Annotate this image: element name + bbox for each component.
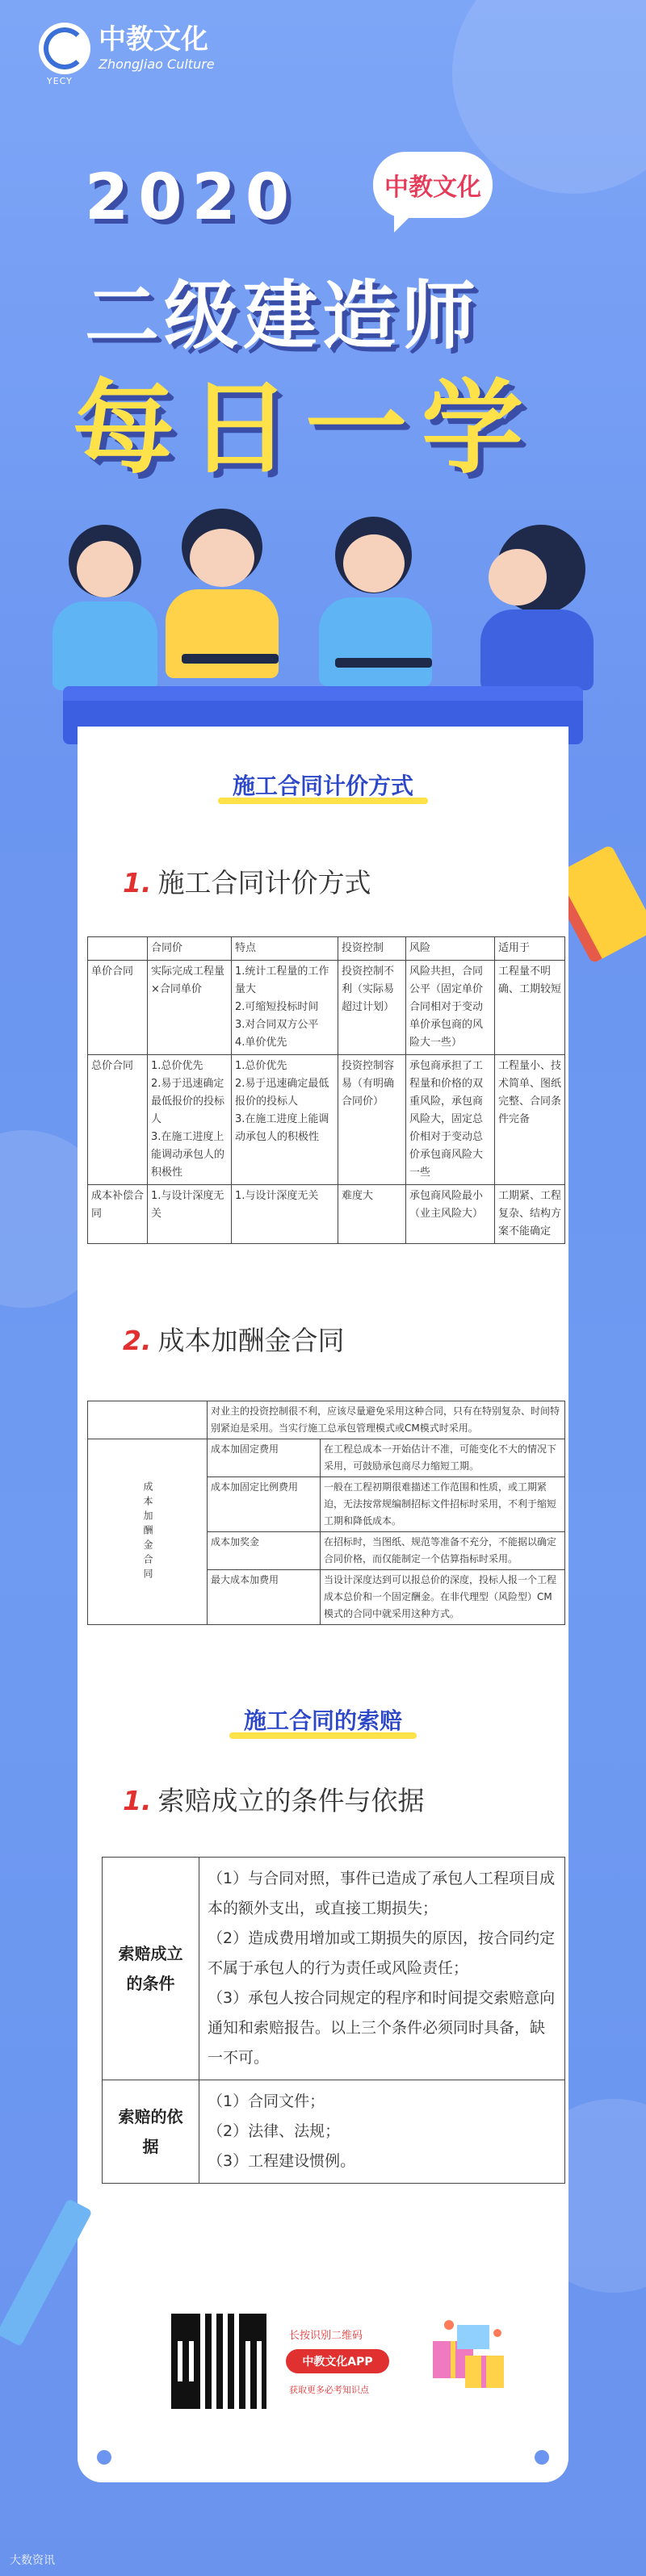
- table-cell: 难度大: [338, 1185, 406, 1244]
- table-cell: 工程量不明确、工期较短: [495, 961, 565, 1055]
- logo-en: ZhongJiao Culture: [99, 56, 215, 72]
- app-download-button[interactable]: 中教文化APP: [286, 2349, 389, 2373]
- gift-icon: [425, 2309, 514, 2398]
- subheading-claims: 1. 索赔成立的条件与依据: [123, 1785, 425, 1816]
- table-header-cell: 合同价: [148, 937, 232, 961]
- table-header-cell: 风险: [406, 937, 495, 961]
- table-row: [88, 1439, 565, 1477]
- table-cell: 成本加固定比例费用: [208, 1477, 321, 1532]
- condition-line: （2）造成费用增加或工期损失的原因，按合同约定不属于承包人的行为责任或风险责任；: [208, 1929, 556, 1977]
- table-cell: 实际完成工程量×合同单价: [148, 961, 232, 1055]
- table-cell: 1.与设计深度无关: [148, 1185, 232, 1244]
- logo-icon: [39, 23, 90, 74]
- table-cell: 单价合同: [88, 961, 148, 1055]
- qr-code-icon[interactable]: [166, 2309, 271, 2414]
- table-cell: 1.统计工程量的工作量大 2.可缩短投标时间 3.对合同双方公平 4.单价优先: [232, 961, 338, 1055]
- students-illustration: [44, 501, 602, 686]
- table-header-cell: 投资控制: [338, 937, 406, 961]
- table-header-cell: 适用于: [495, 937, 565, 961]
- table-cell: 总价合同: [88, 1055, 148, 1185]
- table-row: [88, 1055, 565, 1185]
- table-cell: 1.总价优先 2.易于迅速确定最低报价的投标人 3.在施工进度上能调动承包人的积极性: [148, 1055, 232, 1185]
- table-row: [88, 1185, 565, 1244]
- table-cell: 承包商承担了工程量和价格的双重风险，承包商风险大，固定总价相对于变动总价承包商风险大一些: [406, 1055, 495, 1185]
- book-icon: [335, 658, 432, 668]
- table-header-cell: 特点: [232, 937, 338, 961]
- table-cell: 投资控制容易（有明确合同价）: [338, 1055, 406, 1185]
- table-cell: 投资控制不利（实际易超过计划）: [338, 961, 406, 1055]
- table-cell: 风险共担，合同公平（固定单价合同相对于变动单价承包商的风险大一些）: [406, 961, 495, 1055]
- section-title-claims: 施工合同的索赔: [78, 1703, 568, 1736]
- qr-hint: 长按识别二维码: [289, 2330, 363, 2342]
- table-label-cell: 索赔的依据: [103, 2080, 199, 2184]
- table-cell: 工期紧、工程复杂、结构方案不能确定: [495, 1185, 565, 1244]
- table-cell: 承包商风险最小（业主风险大）: [406, 1185, 495, 1244]
- table-cell: [88, 1401, 208, 1439]
- table-cell: 成本补偿合同: [88, 1185, 148, 1244]
- table-cell: 工程量小、技术简单、图纸完整、合同条件完备: [495, 1055, 565, 1185]
- table-cell: [199, 1858, 565, 2080]
- table-header-cell: [88, 937, 148, 961]
- table-cell: 当设计深度达到可以报总价的深度，投标人报一个工程成本总价和一个固定酬金。在非代理型（风险型）CM模式的合同中就采用这种方式。: [321, 1570, 565, 1625]
- section-title-pricing: 施工合同计价方式: [78, 769, 568, 801]
- table-cell: 1.总价优先 2.易于迅速确定最低报价的投标人 3.在施工进度上能调动承包人的积极性: [232, 1055, 338, 1185]
- table-side-label: 成本加酬金合同: [88, 1439, 208, 1625]
- condition-line: （3）承包人按合同规定的程序和时间提交索赔意向通知和索赔报告。以上三个条件必须同时具备，缺一不可。: [208, 1989, 556, 2067]
- basis-line: （3）工程建设惯例。: [208, 2152, 356, 2170]
- claims-table: [102, 1857, 565, 2184]
- basis-line: （2）法律、法规；: [208, 2122, 341, 2140]
- basis-line: （1）合同文件；: [208, 2092, 325, 2110]
- desk-top: [63, 686, 583, 701]
- year-title: 2020: [85, 161, 300, 234]
- table-cell: 在工程总成本一开始估计不准，可能变化不大的情况下采用，可鼓励承包商尽力缩短工期。: [321, 1439, 565, 1477]
- table-cell: 对业主的投资控制很不利，应该尽量避免采用这种合同，只有在特别复杂、时间特别紧迫是采用。当实行施工总承包管理模式或CM模式时采用。: [208, 1401, 565, 1439]
- decor-dot: [97, 2450, 111, 2465]
- cost-plus-table: [87, 1401, 565, 1625]
- book-icon: [182, 654, 279, 664]
- table-cell: 1.与设计深度无关: [232, 1185, 338, 1244]
- brand-logo: [39, 23, 215, 86]
- subheading-pricing: 1. 施工合同计价方式: [123, 867, 371, 898]
- table-cell: 成本加固定费用: [208, 1439, 321, 1477]
- content-card: [78, 727, 568, 2482]
- decor-dot: [535, 2450, 549, 2465]
- table-cell: [199, 2080, 565, 2184]
- table-row: [88, 961, 565, 1055]
- logo-cn: 中教文化: [99, 23, 208, 56]
- brand-bubble: 中教文化: [373, 152, 493, 218]
- subheading-cost-plus: 2. 成本加酬金合同: [123, 1325, 345, 1356]
- table-cell: 一般在工程初期很难描述工作范围和性质，或工期紧迫，无法按常规编制招标文件招标时采用，不利于缩短工期和降低成本。: [321, 1477, 565, 1532]
- table-cell: 成本加奖金: [208, 1532, 321, 1570]
- exam-title: 二级建造师: [85, 273, 481, 359]
- condition-line: （1）与合同对照，事件已造成了承包人工程项目成本的额外支出，或直接工期损失；: [208, 1870, 556, 1917]
- watermark: 大数资讯: [10, 2554, 55, 2567]
- table-label-cell: 索赔成立的条件: [103, 1858, 199, 2080]
- more-text: 获取更多必考知识点: [289, 2385, 369, 2395]
- table-row: [88, 1401, 565, 1439]
- table-row: [103, 2080, 565, 2184]
- table-header-row: [88, 937, 565, 961]
- table-cell: 最大成本加费用: [208, 1570, 321, 1625]
- table-cell: 在招标时，当图纸、规范等准备不充分，不能据以确定合同价格，而仅能制定一个估算指标时采用。: [321, 1532, 565, 1570]
- daily-title: 每日一学: [73, 369, 538, 488]
- pricing-table: [87, 936, 565, 1244]
- logo-mark-text: YECY: [47, 76, 73, 86]
- table-row: [103, 1858, 565, 2080]
